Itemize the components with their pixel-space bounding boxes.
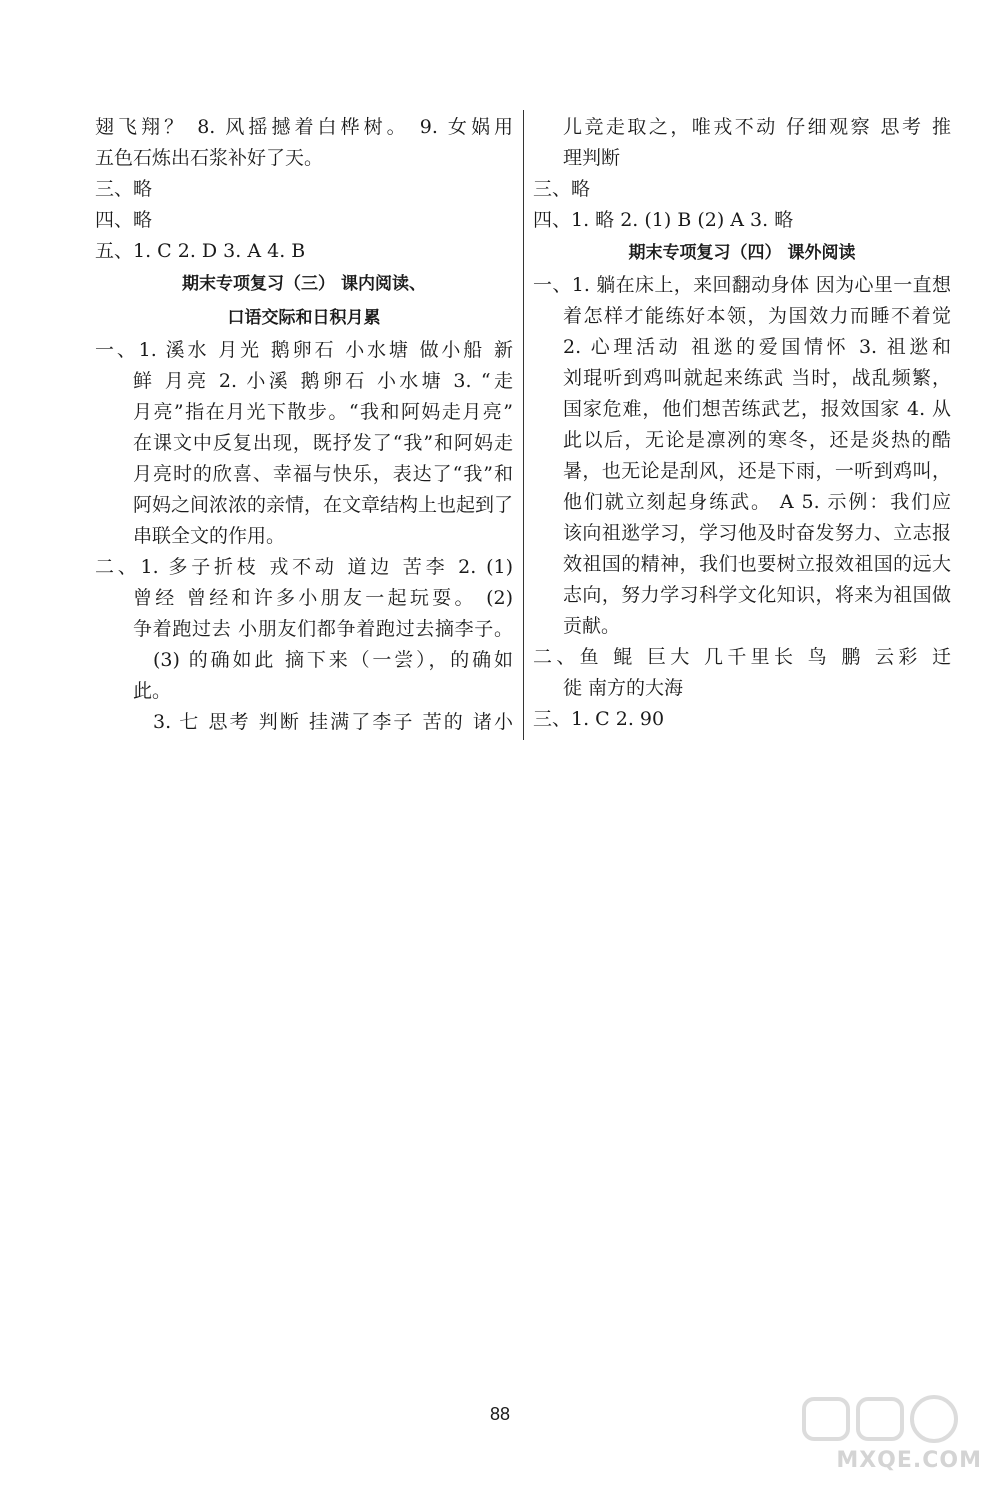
answer-line: 串联全文的作用。 xyxy=(133,525,286,547)
answer-line: 四、1. 略 2. (1) B (2) A 3. 略 xyxy=(533,209,794,231)
answer-line: 月亮”指在月光下散步。“我和阿妈走月亮” xyxy=(133,401,513,423)
page-number: 88 xyxy=(489,1404,511,1424)
watermark-text: MXQE.COM xyxy=(836,1448,982,1473)
answer-line: 徙 南方的大海 xyxy=(563,677,684,699)
answer-line: 三、略 xyxy=(95,178,153,200)
answer-line: 二、1. 多子折枝 戎不动 道边 苦李 2. (1) xyxy=(95,556,513,578)
answer-line: 五色石炼出石浆补好了天。 xyxy=(95,147,324,169)
answer-line: 一、1. 溪水 月光 鹅卵石 小水塘 做小船 新 xyxy=(95,339,513,361)
answer-line: 刘琨听到鸡叫就起来练武 当时，战乱频繁， xyxy=(563,367,951,389)
watermark-graphic-icon xyxy=(802,1393,972,1445)
section-title: 期末专项复习（三） 课内阅读、 xyxy=(182,274,426,294)
answer-line: 该向祖逖学习，学习他及时奋发努力、立志报 xyxy=(563,522,951,544)
answer-line: 理判断 xyxy=(563,147,621,169)
answer-line: 儿竞走取之，唯戎不动 仔细观察 思考 推 xyxy=(563,116,951,138)
column-divider xyxy=(523,110,524,740)
answer-line: 二、鱼 鲲 巨大 几千里长 鸟 鹏 云彩 迁 xyxy=(533,646,951,668)
answer-line: 月亮时的欣喜、幸福与快乐，表达了“我”和 xyxy=(133,463,513,485)
answer-line: 暑，也无论是刮风，还是下雨，一听到鸡叫， xyxy=(563,460,951,482)
section-title: 口语交际和日积月累 xyxy=(227,308,381,328)
answer-line: 此以后，无论是凛冽的寒冬，还是炎热的酷 xyxy=(563,429,951,451)
answer-line: 五、1. C 2. D 3. A 4. B xyxy=(95,240,306,262)
watermark-logo xyxy=(782,1393,982,1473)
answer-line: 2. 心理活动 祖逖的爱国情怀 3. 祖逖和 xyxy=(563,336,951,358)
answer-line: 曾经 曾经和许多小朋友一起玩耍。 (2) xyxy=(133,587,513,609)
answer-line: 3. 七 思考 判断 挂满了李子 苦的 诸小 xyxy=(153,711,513,733)
answer-line: 翅飞翔？ 8. 风摇撼着白桦树。 9. 女娲用 xyxy=(95,116,513,138)
answer-line: 三、略 xyxy=(533,178,591,200)
answer-line: 鲜 月亮 2. 小溪 鹅卵石 小水塘 3. “走 xyxy=(133,370,513,392)
answer-line: 在课文中反复出现，既抒发了“我”和阿妈走 xyxy=(133,432,513,454)
answer-line: 一、1. 躺在床上，来回翻动身体 因为心里一直想 xyxy=(533,274,951,296)
left-column xyxy=(95,112,513,738)
answer-line: 他们就立刻起身练武。 A 5. 示例：我们应 xyxy=(563,491,951,513)
answer-line: 争着跑过去 小朋友们都争着跑过去摘李子。 xyxy=(133,618,513,640)
answer-line: (3) 的确如此 摘下来（一尝），的确如 xyxy=(153,649,513,671)
right-column xyxy=(533,112,951,735)
section-title: 期末专项复习（四） 课外阅读 xyxy=(628,243,856,263)
answer-line: 志向，努力学习科学文化知识，将来为祖国做 xyxy=(563,584,951,606)
answer-line: 三、1. C 2. 90 xyxy=(533,708,665,730)
answer-line: 此。 xyxy=(133,680,172,702)
answer-line: 国家危难，他们想苦练武艺，报效国家 4. 从 xyxy=(563,398,951,420)
answer-line: 效祖国的精神，我们也要树立报效祖国的远大 xyxy=(563,553,951,575)
answer-line: 阿妈之间浓浓的亲情，在文章结构上也起到了 xyxy=(133,494,514,516)
answer-line: 贡献。 xyxy=(563,615,621,637)
answer-line: 着怎样才能练好本领，为国效力而睡不着觉 xyxy=(563,305,951,327)
answer-line: 四、略 xyxy=(95,209,153,231)
